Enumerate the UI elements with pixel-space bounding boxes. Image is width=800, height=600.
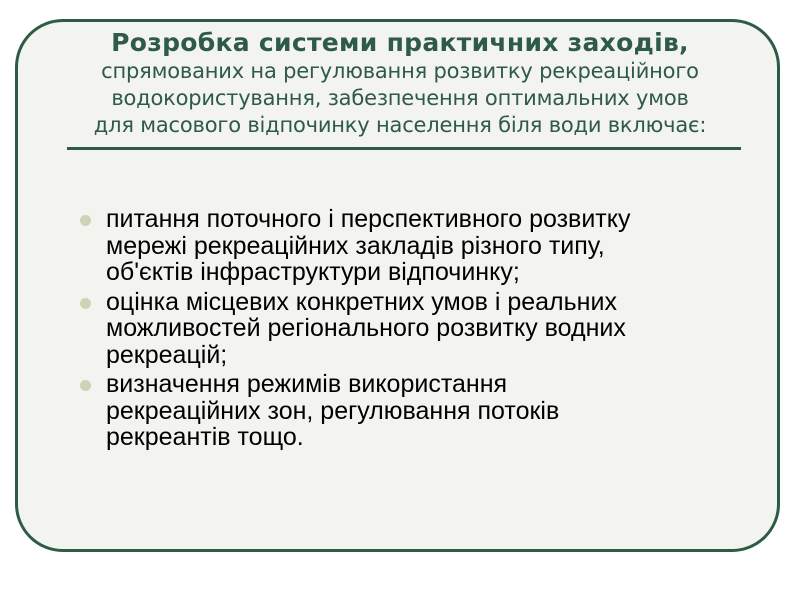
bullet-item [76, 371, 756, 451]
bullet-text: оцінка місцевих конкретних умов і реальних можливостей регіонального розвитку водних рекреацій; [106, 287, 626, 369]
bullet-text: визначення режимів використання рекреаційних зон, регулювання потоків рекреантів тощо. [106, 370, 560, 451]
title-divider [67, 147, 741, 150]
bullet-item [76, 206, 756, 286]
bullet-dot-icon [80, 380, 91, 391]
bullet-dot-icon [80, 298, 91, 309]
bullet-item [76, 289, 756, 369]
title-line-2: спрямованих на регулювання розвитку рекреаційного [101, 59, 699, 83]
bullet-list [76, 206, 756, 454]
slide-title [30, 28, 770, 139]
title-line-4: для масового відпочинку населення біля води включає: [93, 113, 707, 137]
bullet-dot-icon [80, 215, 91, 226]
title-line-3: водокористування, забезпечення оптимальних умов [111, 86, 689, 110]
bullet-text: питання поточного і перспективного розвитку мережі рекреаційних закладів різного типу, об'єктів інфраструктури відпочинку; [106, 205, 631, 286]
title-main: Розробка системи практичних заходів, [111, 28, 689, 57]
